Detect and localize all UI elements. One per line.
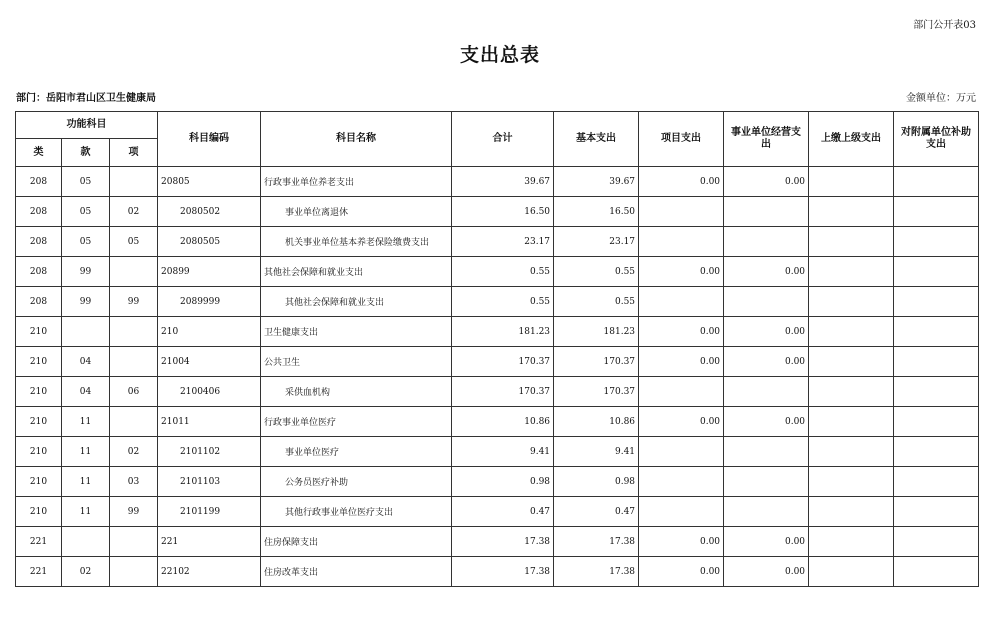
cell-upper — [809, 227, 894, 257]
table-row — [16, 467, 979, 497]
cell-subsidy — [894, 347, 979, 377]
cell-name: 住房改革支出 — [261, 557, 452, 587]
cell-code: 20805 — [158, 167, 261, 197]
cell-business — [724, 437, 809, 467]
department-label: 部门：岳阳市君山区卫生健康局 — [16, 93, 156, 104]
cell-name: 公务员医疗补助 — [261, 467, 452, 497]
cell-upper — [809, 197, 894, 227]
cell-name: 机关事业单位基本养老保险缴费支出 — [261, 227, 452, 257]
table-row — [16, 227, 979, 257]
cell-subsidy — [894, 257, 979, 287]
cell-total: 10.86 — [452, 407, 554, 437]
cell-basic: 17.38 — [554, 557, 639, 587]
cell-upper — [809, 317, 894, 347]
cell-kuan: 11 — [62, 437, 110, 467]
cell-total: 17.38 — [452, 557, 554, 587]
cell-subsidy — [894, 167, 979, 197]
cell-total: 0.55 — [452, 257, 554, 287]
cell-lei: 210 — [16, 437, 62, 467]
cell-name: 其他社会保障和就业支出 — [261, 257, 452, 287]
header-code: 科目编码 — [158, 112, 261, 167]
cell-upper — [809, 437, 894, 467]
cell-name: 事业单位离退休 — [261, 197, 452, 227]
table-row — [16, 167, 979, 197]
page-title: 支出总表 — [459, 44, 540, 66]
cell-basic: 181.23 — [554, 317, 639, 347]
cell-business — [724, 497, 809, 527]
cell-kuan — [62, 527, 110, 557]
cell-business: 0.00 — [724, 167, 809, 197]
header-xiang: 项 — [110, 139, 158, 167]
cell-xiang — [110, 407, 158, 437]
cell-subsidy — [894, 317, 979, 347]
cell-lei: 208 — [16, 227, 62, 257]
cell-total: 181.23 — [452, 317, 554, 347]
cell-project: 0.00 — [639, 257, 724, 287]
cell-name: 行政事业单位养老支出 — [261, 167, 452, 197]
cell-code: 210 — [158, 317, 261, 347]
cell-basic: 0.98 — [554, 467, 639, 497]
header-lei: 类 — [16, 139, 62, 167]
cell-lei: 208 — [16, 287, 62, 317]
cell-xiang — [110, 167, 158, 197]
cell-project: 0.00 — [639, 407, 724, 437]
cell-kuan: 99 — [62, 257, 110, 287]
cell-code: 2101103 — [158, 467, 261, 497]
cell-lei: 210 — [16, 497, 62, 527]
cell-project: 0.00 — [639, 167, 724, 197]
cell-name: 其他行政事业单位医疗支出 — [261, 497, 452, 527]
cell-upper — [809, 377, 894, 407]
header-subsidy: 对附属单位补助支出 — [894, 112, 979, 167]
cell-name: 其他社会保障和就业支出 — [261, 287, 452, 317]
cell-code: 2080502 — [158, 197, 261, 227]
cell-name: 住房保障支出 — [261, 527, 452, 557]
cell-code: 22102 — [158, 557, 261, 587]
cell-basic: 0.47 — [554, 497, 639, 527]
cell-business: 0.00 — [724, 347, 809, 377]
cell-xiang — [110, 257, 158, 287]
cell-business: 0.00 — [724, 527, 809, 557]
cell-subsidy — [894, 197, 979, 227]
cell-project: 0.00 — [639, 527, 724, 557]
cell-xiang: 06 — [110, 377, 158, 407]
cell-upper — [809, 527, 894, 557]
table-row — [16, 317, 979, 347]
cell-code: 2101199 — [158, 497, 261, 527]
cell-subsidy — [894, 497, 979, 527]
table-row — [16, 437, 979, 467]
cell-project — [639, 437, 724, 467]
cell-subsidy — [894, 377, 979, 407]
table-row — [16, 527, 979, 557]
cell-code: 21004 — [158, 347, 261, 377]
table-row — [16, 377, 979, 407]
cell-basic: 23.17 — [554, 227, 639, 257]
cell-basic: 0.55 — [554, 257, 639, 287]
cell-total: 23.17 — [452, 227, 554, 257]
cell-subsidy — [894, 227, 979, 257]
cell-basic: 16.50 — [554, 197, 639, 227]
cell-lei: 210 — [16, 347, 62, 377]
table-row — [16, 287, 979, 317]
cell-upper — [809, 167, 894, 197]
cell-upper — [809, 557, 894, 587]
cell-business: 0.00 — [724, 257, 809, 287]
cell-subsidy — [894, 467, 979, 497]
cell-code: 20899 — [158, 257, 261, 287]
cell-lei: 210 — [16, 467, 62, 497]
table-row — [16, 407, 979, 437]
cell-kuan: 04 — [62, 347, 110, 377]
table-body — [16, 167, 979, 587]
cell-subsidy — [894, 437, 979, 467]
cell-total: 170.37 — [452, 347, 554, 377]
cell-xiang — [110, 317, 158, 347]
cell-name: 卫生健康支出 — [261, 317, 452, 347]
cell-total: 0.98 — [452, 467, 554, 497]
cell-name: 公共卫生 — [261, 347, 452, 377]
cell-lei: 221 — [16, 527, 62, 557]
header-name: 科目名称 — [261, 112, 452, 167]
cell-basic: 39.67 — [554, 167, 639, 197]
cell-code: 2100406 — [158, 377, 261, 407]
cell-upper — [809, 497, 894, 527]
cell-xiang — [110, 557, 158, 587]
cell-xiang — [110, 347, 158, 377]
table-row — [16, 257, 979, 287]
cell-kuan: 02 — [62, 557, 110, 587]
amount-unit-label: 金额单位：万元 — [906, 93, 976, 104]
cell-business — [724, 287, 809, 317]
cell-basic: 0.55 — [554, 287, 639, 317]
cell-project: 0.00 — [639, 557, 724, 587]
form-number: 部门公开表03 — [913, 20, 976, 31]
cell-total: 39.67 — [452, 167, 554, 197]
cell-lei: 208 — [16, 257, 62, 287]
cell-basic: 17.38 — [554, 527, 639, 557]
cell-xiang: 02 — [110, 437, 158, 467]
cell-project — [639, 467, 724, 497]
cell-kuan — [62, 317, 110, 347]
cell-subsidy — [894, 527, 979, 557]
cell-kuan: 11 — [62, 407, 110, 437]
cell-xiang: 05 — [110, 227, 158, 257]
cell-subsidy — [894, 287, 979, 317]
cell-lei: 208 — [16, 197, 62, 227]
cell-business — [724, 227, 809, 257]
header-business: 事业单位经营支出 — [724, 112, 809, 167]
cell-xiang: 99 — [110, 497, 158, 527]
table-row — [16, 347, 979, 377]
cell-project — [639, 497, 724, 527]
cell-xiang: 03 — [110, 467, 158, 497]
cell-code: 2089999 — [158, 287, 261, 317]
cell-lei: 210 — [16, 407, 62, 437]
cell-code: 2101102 — [158, 437, 261, 467]
cell-business: 0.00 — [724, 557, 809, 587]
cell-basic: 170.37 — [554, 377, 639, 407]
cell-kuan: 04 — [62, 377, 110, 407]
cell-lei: 210 — [16, 377, 62, 407]
cell-kuan: 05 — [62, 167, 110, 197]
table-row — [16, 557, 979, 587]
cell-total: 170.37 — [452, 377, 554, 407]
cell-kuan: 11 — [62, 497, 110, 527]
cell-xiang — [110, 527, 158, 557]
cell-project — [639, 287, 724, 317]
cell-code: 2080505 — [158, 227, 261, 257]
cell-kuan: 05 — [62, 227, 110, 257]
cell-code: 221 — [158, 527, 261, 557]
header-project: 项目支出 — [639, 112, 724, 167]
cell-total: 16.50 — [452, 197, 554, 227]
cell-project — [639, 197, 724, 227]
cell-lei: 221 — [16, 557, 62, 587]
header-kuan: 款 — [62, 139, 110, 167]
cell-total: 17.38 — [452, 527, 554, 557]
cell-name: 事业单位医疗 — [261, 437, 452, 467]
table-row — [16, 497, 979, 527]
cell-name: 行政事业单位医疗 — [261, 407, 452, 437]
header-total: 合计 — [452, 112, 554, 167]
cell-name: 采供血机构 — [261, 377, 452, 407]
table-row — [16, 197, 979, 227]
cell-business: 0.00 — [724, 317, 809, 347]
cell-upper — [809, 257, 894, 287]
cell-subsidy — [894, 557, 979, 587]
header-upper: 上缴上级支出 — [809, 112, 894, 167]
expenditure-table — [15, 111, 979, 587]
cell-basic: 9.41 — [554, 437, 639, 467]
cell-business — [724, 197, 809, 227]
cell-xiang: 99 — [110, 287, 158, 317]
cell-business — [724, 377, 809, 407]
cell-upper — [809, 407, 894, 437]
cell-project — [639, 227, 724, 257]
cell-kuan: 11 — [62, 467, 110, 497]
cell-total: 0.55 — [452, 287, 554, 317]
cell-business — [724, 467, 809, 497]
cell-kuan: 99 — [62, 287, 110, 317]
header-func-subject: 功能科目 — [16, 112, 158, 139]
cell-project — [639, 377, 724, 407]
cell-lei: 210 — [16, 317, 62, 347]
cell-business: 0.00 — [724, 407, 809, 437]
cell-upper — [809, 347, 894, 377]
cell-subsidy — [894, 407, 979, 437]
cell-basic: 170.37 — [554, 347, 639, 377]
cell-lei: 208 — [16, 167, 62, 197]
cell-basic: 10.86 — [554, 407, 639, 437]
cell-project: 0.00 — [639, 317, 724, 347]
cell-xiang: 02 — [110, 197, 158, 227]
cell-upper — [809, 467, 894, 497]
cell-code: 21011 — [158, 407, 261, 437]
cell-upper — [809, 287, 894, 317]
header-basic: 基本支出 — [554, 112, 639, 167]
cell-total: 9.41 — [452, 437, 554, 467]
cell-kuan: 05 — [62, 197, 110, 227]
cell-total: 0.47 — [452, 497, 554, 527]
cell-project: 0.00 — [639, 347, 724, 377]
